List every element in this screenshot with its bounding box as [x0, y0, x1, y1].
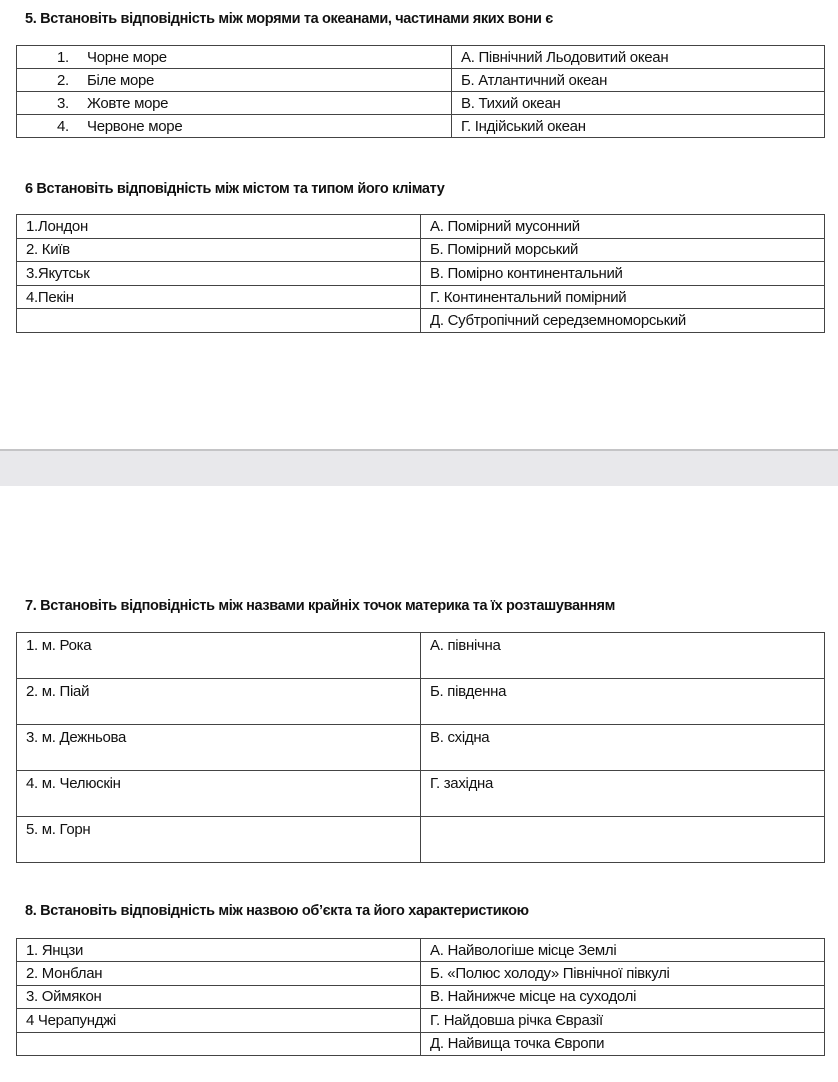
left-cell: [17, 285, 421, 309]
table-row: [17, 633, 825, 679]
right-cell: [421, 238, 825, 262]
right-cell: [421, 1009, 825, 1032]
left-cell: [17, 771, 421, 817]
table-row: [17, 115, 825, 138]
right-cell: [421, 817, 825, 863]
table-row: [17, 92, 825, 115]
right-cell: [421, 285, 825, 309]
question-5-table: [16, 45, 825, 138]
left-item-text: Жовте море: [87, 94, 169, 112]
left-item-text: Червоне море: [87, 117, 183, 135]
left-item-text: 1.Лондон: [26, 217, 88, 235]
left-item-text: 2. Монблан: [26, 965, 103, 983]
left-cell: [17, 985, 421, 1008]
list-number: 1.: [57, 48, 69, 66]
table-row: [17, 46, 825, 69]
left-cell: [17, 1032, 421, 1055]
right-cell: [421, 1032, 825, 1055]
left-item-text: 4.Пекін: [26, 288, 74, 306]
right-item-text: В. Помірно континентальний: [430, 264, 623, 282]
left-item-text: 2. Київ: [26, 241, 70, 259]
left-item-text: 3. Оймякон: [26, 988, 102, 1006]
right-cell: [421, 309, 825, 333]
question-7-table: [16, 632, 825, 863]
question-7-title: 7. Встановіть відповідність між назвами крайніх точок материка та їх розташуванням: [25, 598, 615, 614]
left-cell: [17, 238, 421, 262]
right-item-text: Г. Індійський океан: [461, 117, 586, 135]
table-row: [17, 215, 825, 239]
right-item-text: Б. південна: [430, 683, 507, 700]
question-8-table: [16, 938, 825, 1056]
page-separator: [0, 449, 838, 486]
left-cell: [17, 817, 421, 863]
left-item-text: 1. м. Рока: [26, 637, 92, 654]
question-8-title: 8. Встановіть відповідність між назвою об’єкта та його характеристикою: [25, 903, 529, 919]
right-cell: [421, 679, 825, 725]
left-cell: [17, 633, 421, 679]
list-number: 4.: [57, 117, 69, 135]
right-cell: [452, 115, 825, 138]
right-cell: [452, 69, 825, 92]
left-cell: [17, 725, 421, 771]
left-cell: [17, 939, 421, 962]
right-cell: [421, 215, 825, 239]
left-cell: [17, 215, 421, 239]
question-6-title: 6 Встановіть відповідність між містом та типом його клімату: [25, 181, 445, 197]
table-row: [17, 725, 825, 771]
right-cell: [421, 939, 825, 962]
left-item-text: 4. м. Челюскін: [26, 775, 121, 792]
table-row: [17, 262, 825, 286]
left-item-text: 5. м. Горн: [26, 821, 91, 838]
table-row: [17, 238, 825, 262]
left-cell: [17, 309, 421, 333]
right-item-text: А. Північний Льодовитий океан: [461, 48, 669, 66]
left-item-text: 1. Янцзи: [26, 941, 84, 959]
left-item-text: 2. м. Піай: [26, 683, 90, 700]
left-cell: [17, 115, 452, 138]
right-item-text: В. східна: [430, 729, 490, 746]
right-item-text: Д. Найвища точка Європи: [430, 1035, 605, 1053]
table-row: [17, 1032, 825, 1055]
right-item-text: Б. Атлантичний океан: [461, 71, 608, 89]
left-item-text: 4 Черапунджі: [26, 1011, 116, 1029]
left-item-text: Чорне море: [87, 48, 167, 66]
right-cell: [421, 633, 825, 679]
left-item-text: Біле море: [87, 71, 155, 89]
table-row: [17, 69, 825, 92]
table-row: [17, 985, 825, 1008]
left-item-text: 3.Якутськ: [26, 264, 90, 282]
table-row: [17, 962, 825, 985]
right-cell: [421, 771, 825, 817]
table-row: [17, 285, 825, 309]
list-number: 3.: [57, 94, 69, 112]
right-item-text: Д. Субтропічний середземноморський: [430, 312, 686, 330]
list-number: 2.: [57, 71, 69, 89]
table-row: [17, 309, 825, 333]
right-item-text: Г. західна: [430, 775, 494, 792]
right-cell: [452, 46, 825, 69]
left-cell: [17, 92, 452, 115]
right-cell: [421, 262, 825, 286]
right-item-text: А. Помірний мусонний: [430, 217, 580, 235]
right-item-text: Г. Континентальний помірний: [430, 288, 627, 306]
left-cell: [17, 69, 452, 92]
left-item-text: 3. м. Дежньова: [26, 729, 127, 746]
right-cell: [421, 962, 825, 985]
right-cell: [452, 92, 825, 115]
right-cell: [421, 725, 825, 771]
left-cell: [17, 1009, 421, 1032]
question-6-table: [16, 214, 825, 333]
left-cell: [17, 262, 421, 286]
left-cell: [17, 962, 421, 985]
table-row: [17, 939, 825, 962]
left-cell: [17, 679, 421, 725]
right-item-text: Б. «Полюс холоду» Північної півкулі: [430, 965, 670, 983]
right-item-text: А. північна: [430, 637, 501, 654]
right-item-text: А. Найвологіше місце Землі: [430, 941, 617, 959]
table-row: [17, 679, 825, 725]
table-row: [17, 771, 825, 817]
right-item-text: Б. Помірний морський: [430, 241, 579, 259]
right-cell: [421, 985, 825, 1008]
right-item-text: Г. Найдовша річка Євразії: [430, 1011, 603, 1029]
table-row: [17, 1009, 825, 1032]
question-5-title: 5. Встановіть відповідність між морями та океанами, частинами яких вони є: [25, 11, 553, 27]
right-item-text: В. Тихий океан: [461, 94, 561, 112]
left-cell: [17, 46, 452, 69]
table-row: [17, 817, 825, 863]
right-item-text: В. Найнижче місце на суходолі: [430, 988, 637, 1006]
